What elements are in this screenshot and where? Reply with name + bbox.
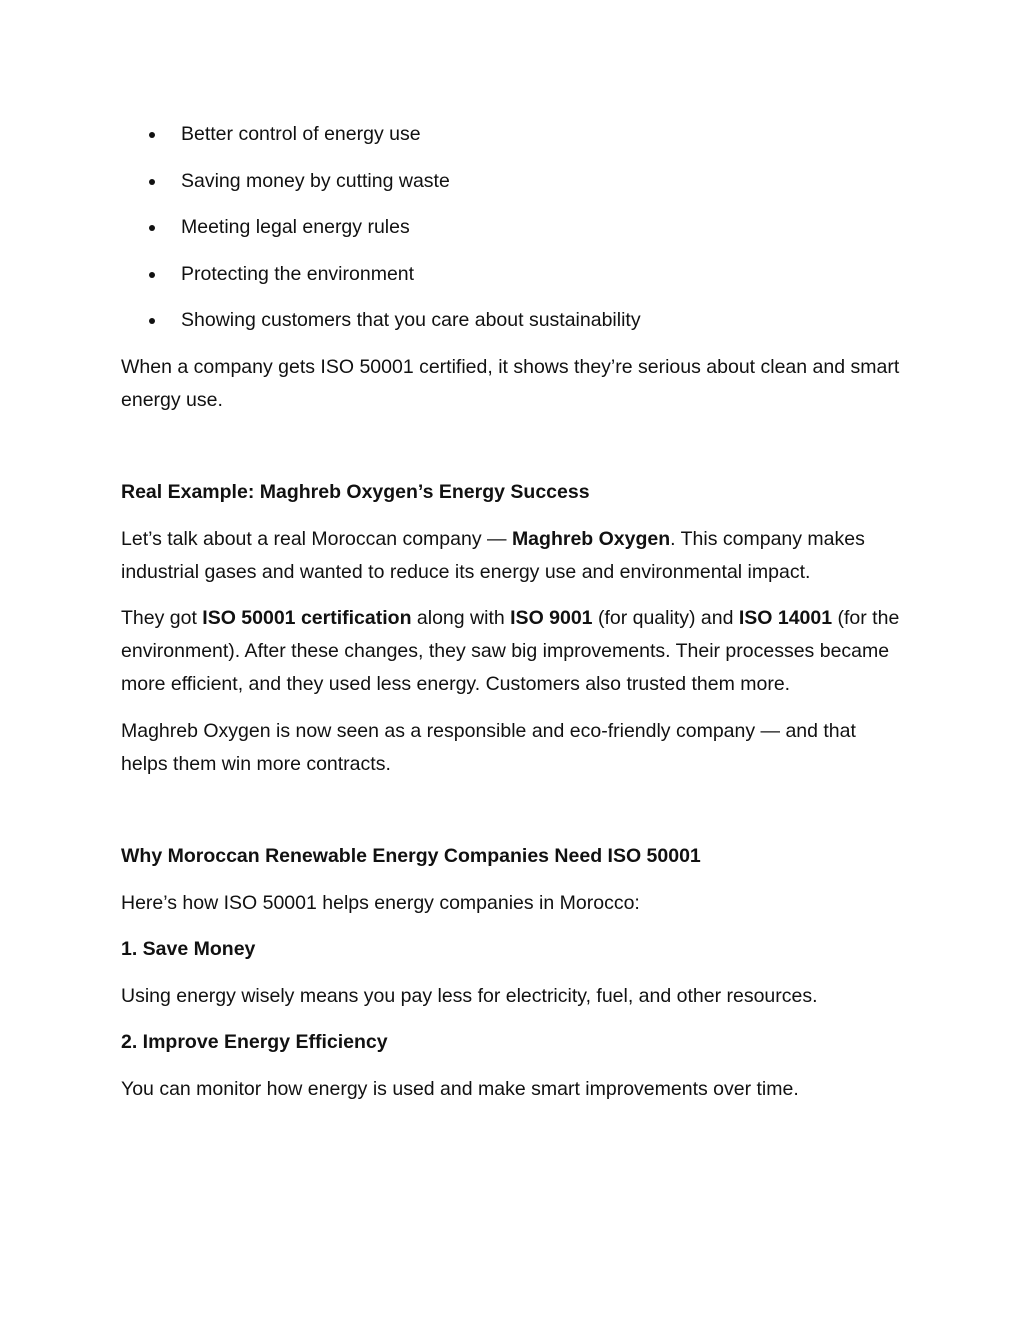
text-run: (for the environment). After these changes, they saw big improvements. Their processes became more efficient, and they used less energy. Customers also trusted them more. bbox=[121, 607, 900, 695]
iso-9001-bold: ISO 9001 bbox=[510, 607, 593, 629]
reason-title bbox=[121, 1026, 901, 1059]
bullet-icon bbox=[149, 225, 155, 231]
reason-title bbox=[121, 933, 901, 966]
reason-text: You can monitor how energy is used and make smart improvements over time. bbox=[121, 1077, 799, 1100]
example-paragraph-3: Maghreb Oxygen is now seen as a responsible and eco-friendly company — and that helps them win more contracts. bbox=[121, 719, 856, 775]
list-item bbox=[121, 304, 901, 337]
text-run: They got bbox=[121, 607, 203, 629]
list-item bbox=[121, 211, 901, 244]
company-name-bold: Maghreb Oxygen bbox=[511, 527, 671, 550]
text-run: (for quality) and bbox=[592, 607, 739, 629]
reason-title-text: 1. Save Money bbox=[121, 938, 256, 960]
list-item-text: Showing customers that you care about sustainability bbox=[181, 309, 641, 331]
document-page bbox=[121, 118, 901, 1119]
list-item bbox=[121, 258, 901, 291]
example-heading: Real Example: Maghreb Oxygen’s Energy Success bbox=[121, 481, 590, 503]
reason-text: Using energy wisely means you pay less for electricity, fuel, and other resources. bbox=[121, 984, 818, 1007]
example-paragraph-2 bbox=[121, 602, 901, 701]
section-spacer bbox=[121, 794, 901, 840]
why-intro-paragraph: Here’s how ISO 50001 helps energy companies in Morocco: bbox=[121, 891, 640, 914]
iso-50001-bold: ISO 50001 certification bbox=[202, 607, 412, 629]
benefits-list bbox=[121, 118, 901, 337]
iso-14001-bold: ISO 14001 bbox=[738, 607, 833, 629]
bullet-icon bbox=[149, 179, 155, 185]
list-item-text: Better control of energy use bbox=[181, 123, 421, 145]
list-item-text: Saving money by cutting waste bbox=[181, 169, 450, 192]
bullet-icon bbox=[149, 318, 155, 324]
list-item bbox=[121, 118, 901, 151]
text-run: . This company makes industrial gases and wanted to reduce its energy use and environmental impact. bbox=[121, 527, 865, 583]
bullet-icon bbox=[149, 132, 155, 138]
reason-title-text: 2. Improve Energy Efficiency bbox=[121, 1031, 388, 1053]
why-heading: Why Moroccan Renewable Energy Companies Need ISO 50001 bbox=[121, 845, 701, 867]
list-item bbox=[121, 165, 901, 198]
list-item-text: Meeting legal energy rules bbox=[181, 216, 410, 238]
bullet-icon bbox=[149, 272, 155, 278]
example-paragraph-1 bbox=[121, 523, 901, 589]
list-item-text: Protecting the environment bbox=[181, 262, 415, 285]
text-run: Let’s talk about a real Moroccan company — bbox=[121, 527, 512, 550]
intro-conclusion-paragraph: When a company gets ISO 50001 certified, it shows they’re serious about clean and smart energy use. bbox=[121, 355, 900, 411]
section-spacer bbox=[121, 430, 901, 476]
text-run: along with bbox=[411, 607, 511, 629]
